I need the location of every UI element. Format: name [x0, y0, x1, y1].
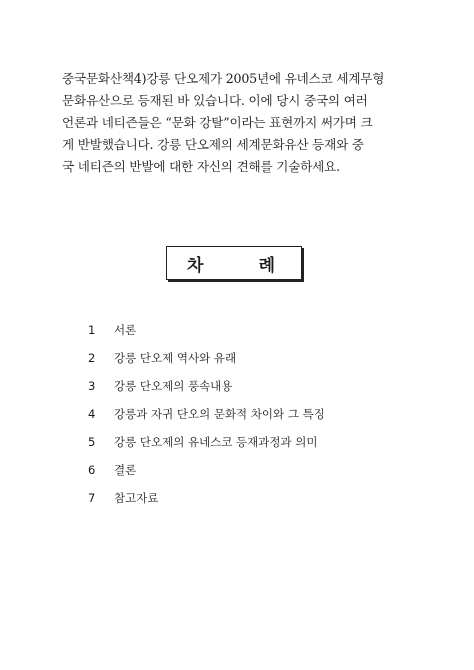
toc-title-left: 차 — [187, 255, 204, 276]
toc-item — [88, 484, 325, 512]
toc-item-label: 참고자료 — [114, 491, 159, 505]
toc-item-label: 서론 — [114, 323, 137, 337]
toc-item-number: 4 — [88, 407, 96, 421]
toc-item-label: 강릉과 자귀 단오의 문화적 차이와 그 특징 — [114, 407, 325, 421]
toc-item — [88, 428, 325, 456]
assignment-line: 문화유산으로 등재된 바 있습니다. 이에 당시 중국의 여러 — [62, 93, 368, 108]
assignment-line: 언론과 네티즌들은 “문화 강탈”이라는 표현까지 써가며 크 — [62, 115, 373, 130]
assignment-line: 게 반발했습니다. 강릉 단오제의 세계문화유산 등재와 중 — [62, 137, 364, 152]
toc-item-number: 5 — [88, 435, 96, 449]
toc-list — [88, 316, 325, 512]
toc-item — [88, 456, 325, 484]
assignment-line: 국 네티즌의 반발에 대한 자신의 견해를 기술하세요. — [62, 159, 340, 174]
toc-item-number: 7 — [88, 491, 96, 505]
toc-item-number: 6 — [88, 463, 96, 477]
toc-item-label: 강릉 단오제의 풍속내용 — [114, 379, 233, 393]
toc-item — [88, 400, 325, 428]
toc-title — [166, 246, 302, 280]
toc-item — [88, 344, 325, 372]
toc-item-label: 강릉 단오제 역사와 유래 — [114, 351, 237, 365]
toc-item-number: 1 — [88, 323, 96, 337]
toc-item-number: 2 — [88, 351, 96, 365]
toc-title-right: 례 — [258, 255, 275, 276]
toc-item-label: 강릉 단오제의 유네스코 등재과정과 의미 — [114, 435, 318, 449]
assignment-line: 중국문화산책4)강릉 단오제가 2005년에 유네스코 세계무형 — [62, 71, 385, 86]
toc-item — [88, 316, 325, 344]
toc-item-number: 3 — [88, 379, 96, 393]
assignment-prompt — [62, 68, 422, 178]
toc-item-label: 결론 — [114, 463, 137, 477]
toc-item — [88, 372, 325, 400]
